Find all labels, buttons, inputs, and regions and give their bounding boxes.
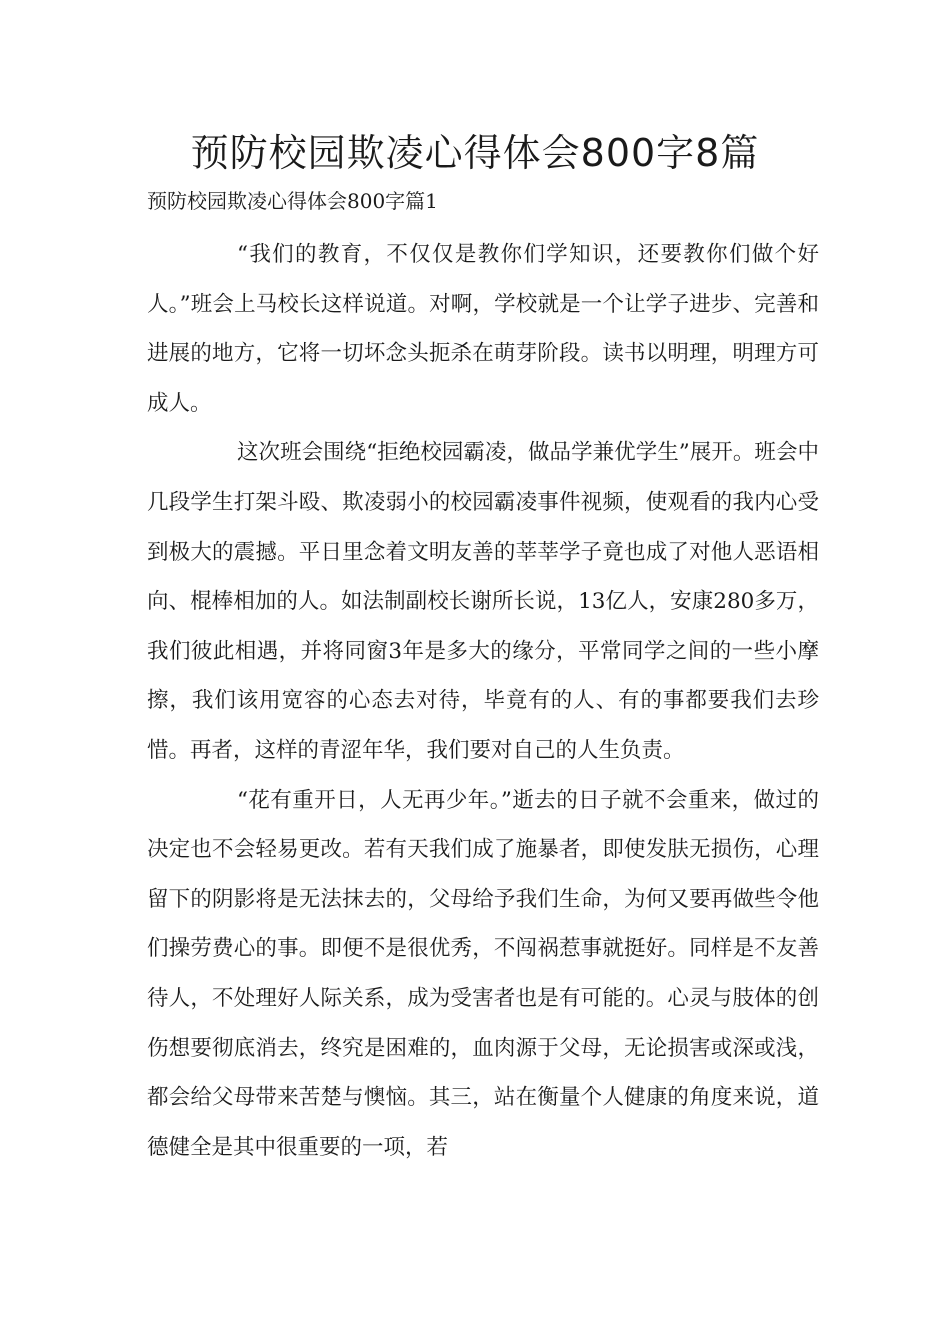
paragraph-2: 这次班会围绕“拒绝校园霸凌，做品学兼优学生”展开。班会中几段学生打架斗殴、欺凌弱小的校园霸凌事件视频，使观看的我内心受到极大的震撼。平日里念着文明友善的莘莘学子竟也成了对他人恶语相向、棍棒相加的人。如法制副校长谢所长说，13亿人，安康280多万，我们彼此相遇，并将同窗3年是多大的缘分，平常同学之间的一些小摩擦，我们该用宽容的心态去对待，毕竟有的人、有的事都要我们去珍惜。再者，这样的青涩年华，我们要对自己的人生负责。 xyxy=(147,440,819,763)
section-heading: 预防校园欺凌心得体会800字篇1 xyxy=(147,189,438,213)
paragraph-1: “我们的教育，不仅仅是教你们学知识，还要教你们做个好人。”班会上马校长这样说道。对啊，学校就是一个让学子进步、完善和进展的地方，它将一切坏念头扼杀在萌芽阶段。读书以明理，明理方可成人。 xyxy=(147,242,819,416)
body-text xyxy=(147,230,819,1172)
paragraph-3: “花有重开日，人无再少年。”逝去的日子就不会重来，做过的决定也不会轻易更改。若有天我们成了施暴者，即使发肤无损伤，心理留下的阴影将是无法抹去的，父母给予我们生命，为何又要再做些令他们操劳费心的事。即便不是很优秀，不闯祸惹事就挺好。同样是不友善待人，不处理好人际关系，成为受害者也是有可能的。心灵与肢体的创伤想要彻底消去，终究是困难的，血肉源于父母，无论损害或深或浅，都会给父母带来苦楚与懊恼。其三，站在衡量个人健康的角度来说，道德健全是其中很重要的一项，若 xyxy=(147,787,819,1160)
document-title: 预防校园欺凌心得体会800字8篇 xyxy=(190,131,760,175)
